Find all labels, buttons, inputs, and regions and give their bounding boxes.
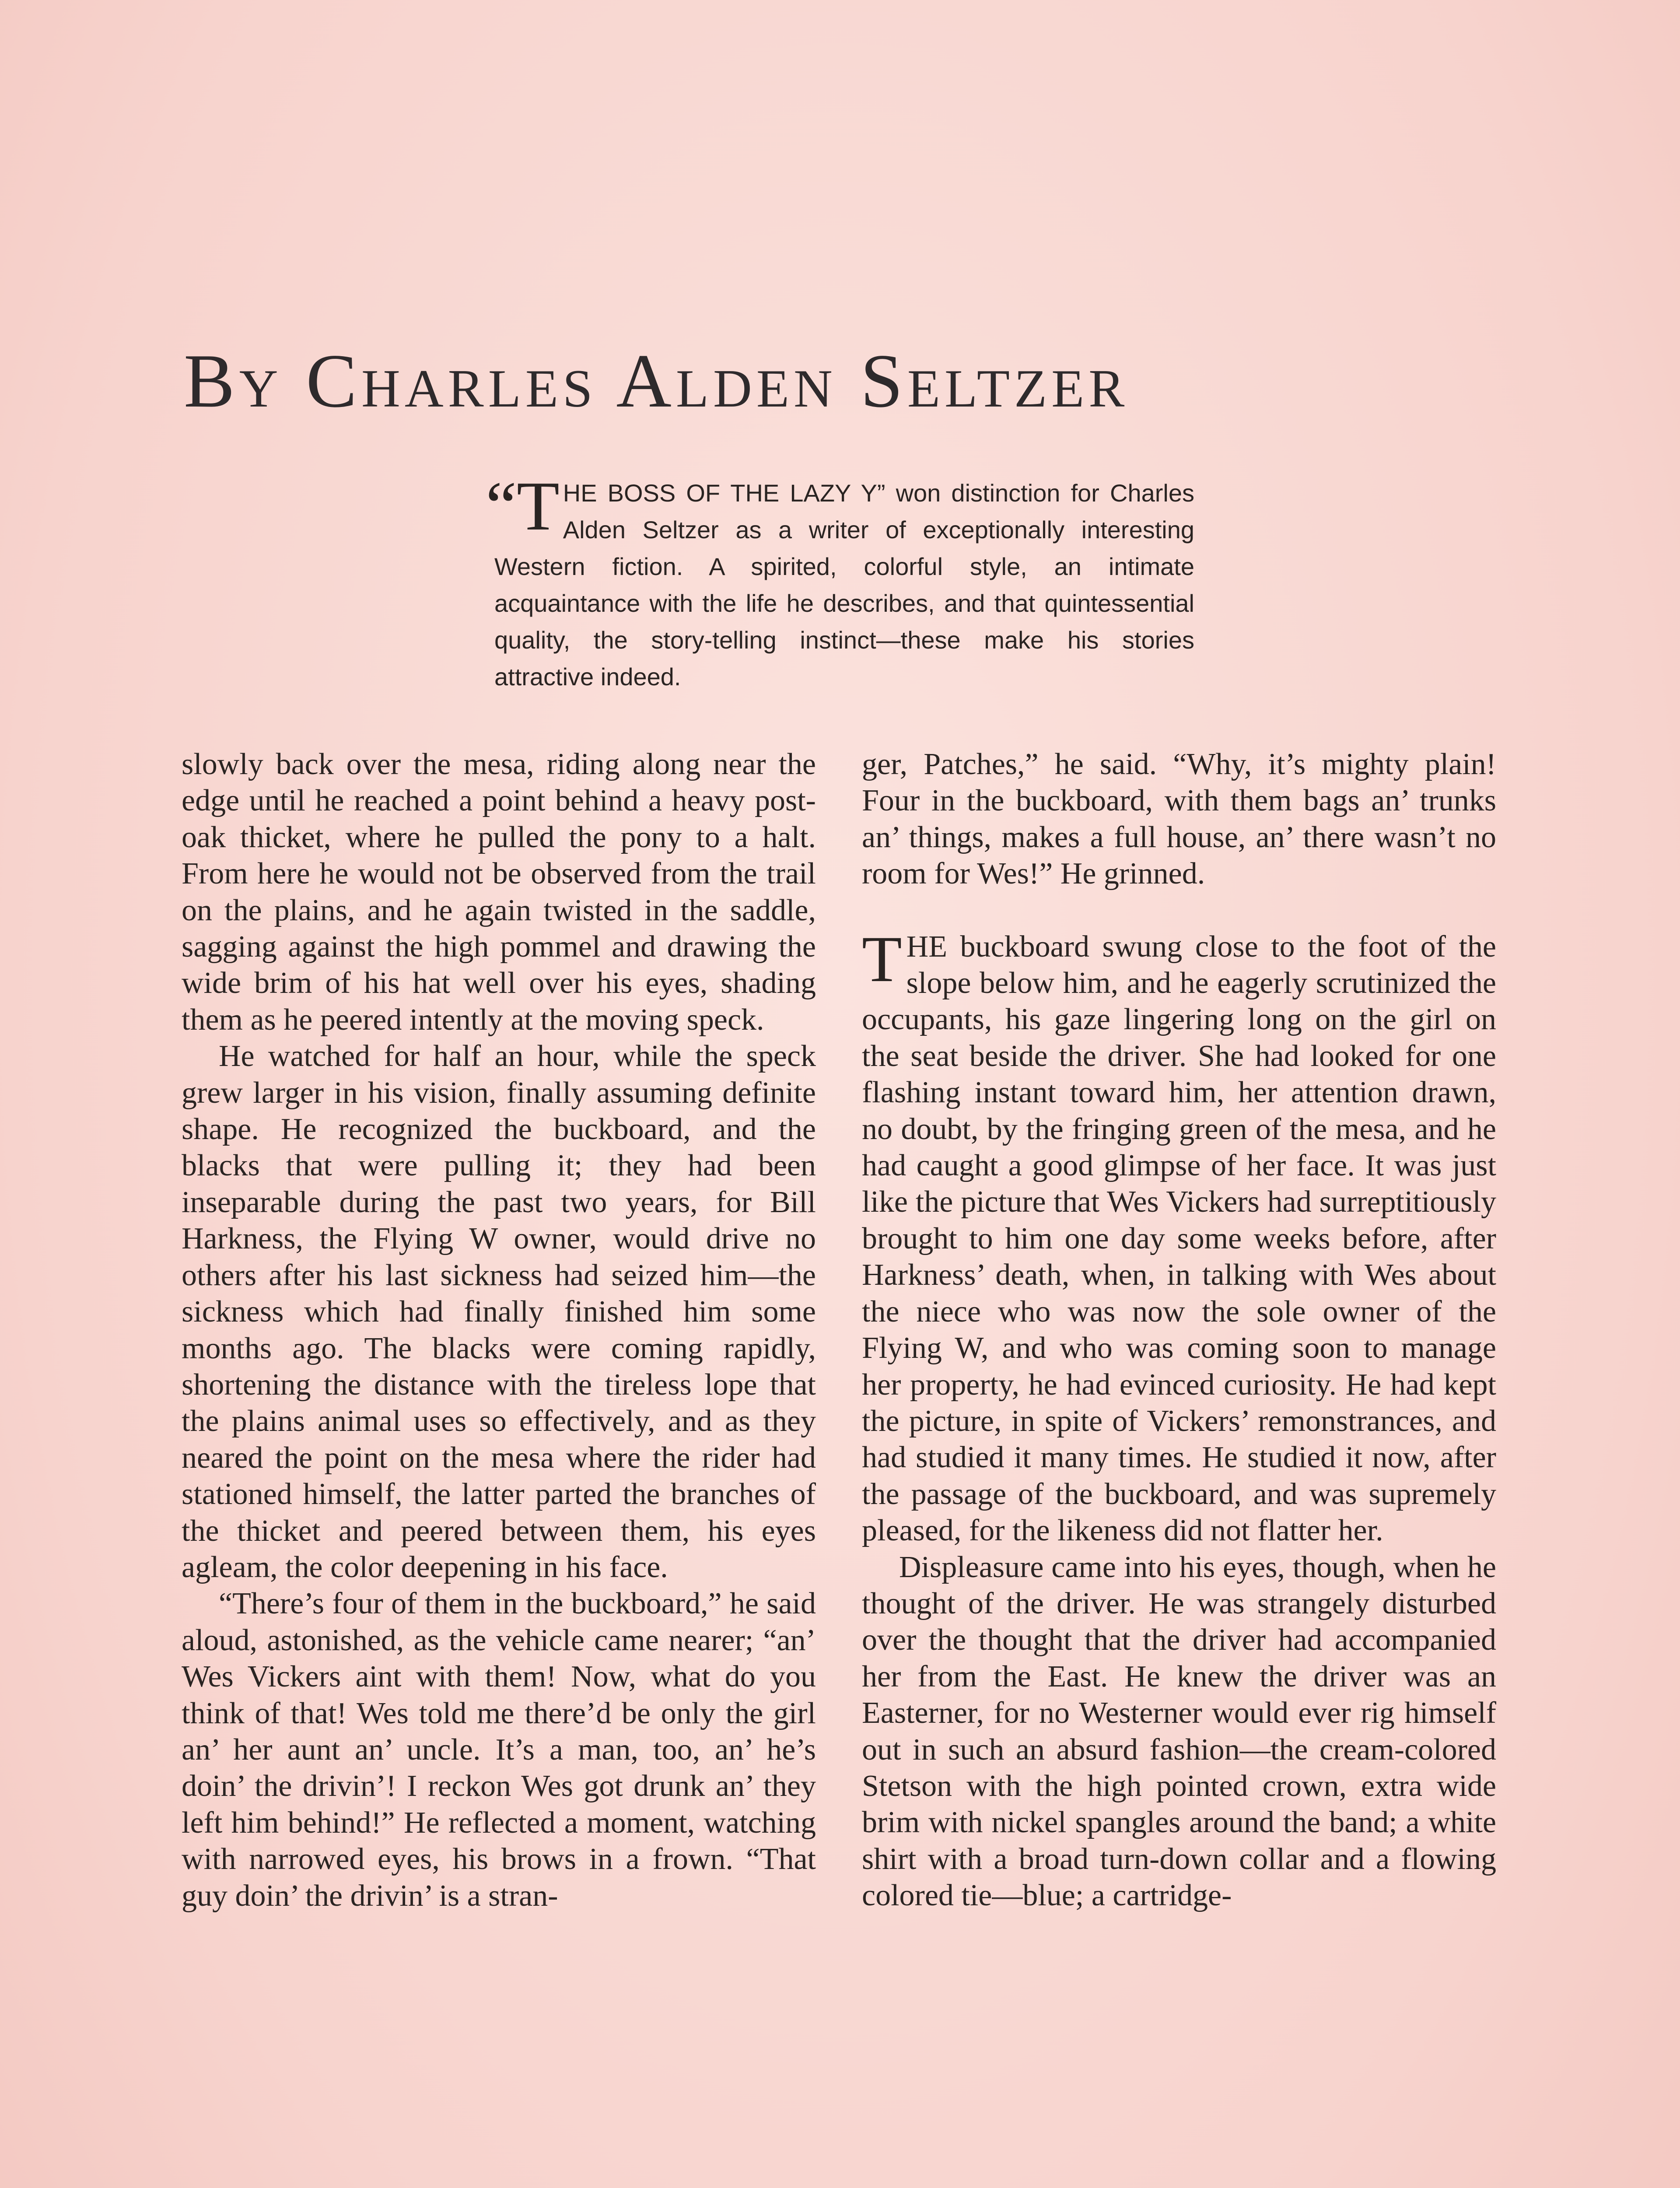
author-intro-blurb xyxy=(486,467,1194,695)
right-paragraph-2 xyxy=(862,922,1496,1549)
intro-open-quote: “ xyxy=(486,467,517,545)
intro-drop-cap xyxy=(486,467,560,545)
intro-drop-cap-letter: T xyxy=(517,467,560,545)
section-drop-cap: T xyxy=(862,922,902,996)
right-column xyxy=(862,746,1496,1914)
right-paragraph-3: Displeasure came into his eyes, though, when he thought of the driver. He was strangely disturbed over the thought that the driver had accompanied her from the East. He knew the driver was an Easterner, for no Westerner would ever rig himself out in such an absurd fashion—the cream-colored Stetson with the high pointed crown, extra wide brim with nickel spangles around the band; a white shirt with a broad turn-down collar and a flowing colored tie—blue; a cartridge- xyxy=(862,1550,1496,1913)
left-paragraph-3: “There’s four of them in the buckboard,” he said aloud, astonished, as the vehicle came nearer; “an’ Wes Vickers aint with them! Now, what do you think of that! Wes told me there’d be only the girl an’ her aunt an’ uncle. It’s a man, too, an’ he’s doin’ the drivin’! I reckon Wes got drunk an’ they left him behind!” He reflected a moment, watching with narrowed eyes, his brows in a frown. “That guy doin’ the drivin’ is a stran- xyxy=(182,1587,816,1913)
left-paragraph-2: He watched for half an hour, while the speck grew larger in his vision, finally assuming definite shape. He recognized the buckboard, and the blacks that were pulling it; they had been inseparable during the past two years, for Bill Harkness, the Flying W owner, would drive no others after his last sickness had seized him—the sickness which had finally finished him some months ago. The blacks were coming rapidly, shortening the distance with the tireless lope that the plains animal uses so effectively, and as they neared the point on the mesa where the rider had stationed himself, the latter parted the branches of the thicket and peered between them, his eyes agleam, the color deepening in his face. xyxy=(182,1039,816,1584)
intro-text: HE BOSS OF THE LAZY Y” won distinction for Charles Alden Seltzer as a writer of exceptionally interesting Western fiction. A spirited, colorful style, an intimate acquaintance with the life he describes, and that quintessential quality, the story-telling instinct—these make his stories attractive indeed. xyxy=(494,479,1194,691)
author-byline: By Charles Alden Seltzer xyxy=(184,338,1129,423)
right-paragraph-1: ger, Patches,” he said. “Why, it’s mighty plain! Four in the buckboard, with them bags an’ trunks an’ things, makes a full house, an’ there wasn’t no room for Wes!” He grinned. xyxy=(862,747,1496,891)
right-paragraph-2-text: HE buckboard swung close to the foot of the slope below him, and he eagerly scrutinized the occupants, his gaze lingering long on the girl on the seat beside the driver. She had looked for one flashing instant toward him, her attention drawn, no doubt, by the fringing green of the mesa, and he had caught a good glimpse of her face. It was just like the picture that Wes Vickers had surreptitiously brought to him one day some weeks before, after Harkness’ death, when, in talking with Wes about the niece who was now the sole owner of the Flying W, and who was coming soon to manage her property, he had evinced curiosity. He had kept the picture, in spite of Vickers’ remonstrances, and had studied it many times. He studied it now, after the passage of the buckboard, and was supremely pleased, for the likeness did not flatter her. xyxy=(862,929,1496,1548)
left-column xyxy=(182,746,816,1914)
left-paragraph-1: slowly back over the mesa, riding along near the edge until he reached a point behind a heavy post-oak thicket, where he pulled the pony to a halt. From here he would not be observed from the trail on the plains, and he again twisted in the saddle, sagging against the high pommel and drawing the wide brim of his hat well over his eyes, shading them as he peered intently at the moving speck. xyxy=(182,747,816,1037)
